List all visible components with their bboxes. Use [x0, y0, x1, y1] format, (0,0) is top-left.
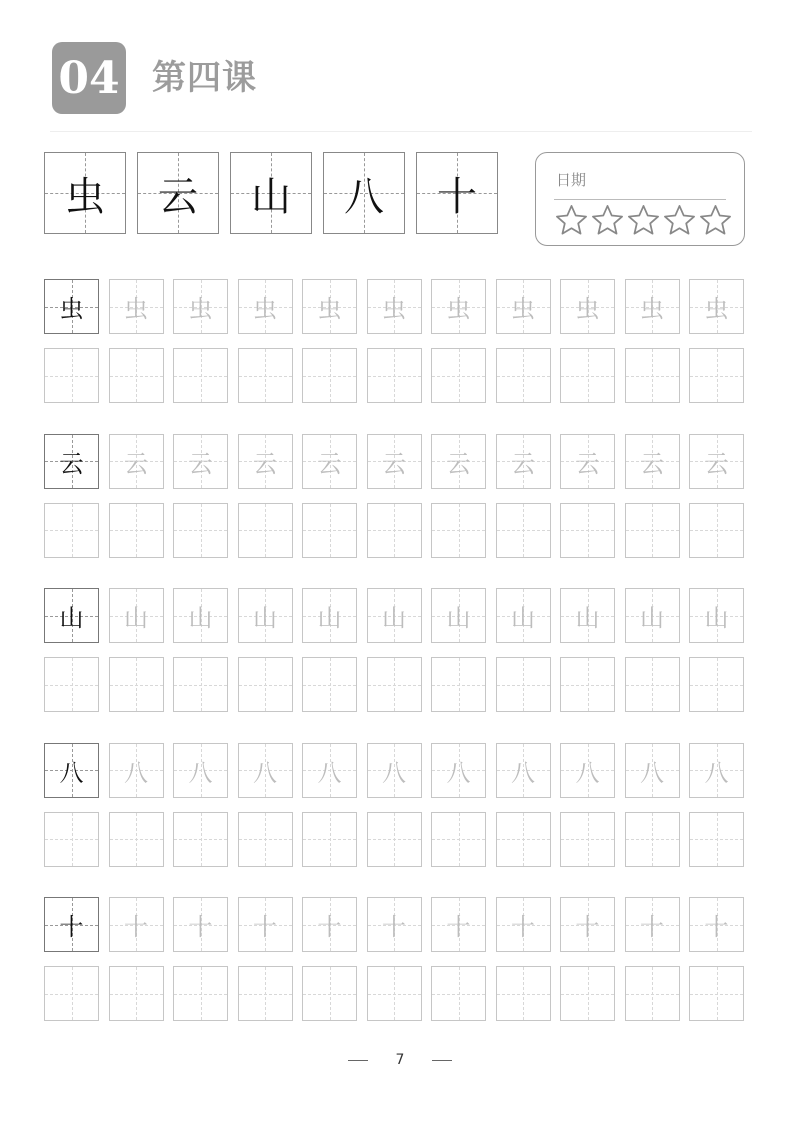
- model-cell[interactable]: [44, 434, 99, 489]
- lesson-character: 八: [344, 173, 384, 220]
- blank-cell[interactable]: [625, 657, 680, 712]
- blank-cell[interactable]: [560, 812, 615, 867]
- trace-cell[interactable]: [302, 897, 357, 952]
- practice-character: 虫: [575, 295, 600, 323]
- practice-character: 八: [640, 758, 664, 787]
- practice-character: 虫: [188, 295, 213, 323]
- trace-cell[interactable]: [625, 434, 680, 489]
- date-write-line[interactable]: [554, 199, 726, 200]
- blank-cell[interactable]: [496, 348, 551, 403]
- date-rating-box: [535, 152, 745, 246]
- trace-cell[interactable]: [625, 743, 680, 798]
- trace-cell[interactable]: [109, 434, 164, 489]
- lesson-character-cell: [323, 152, 405, 234]
- blank-cell[interactable]: [173, 812, 228, 867]
- header-divider: [50, 131, 752, 132]
- lesson-character-row: [44, 152, 498, 234]
- trace-cell[interactable]: [625, 897, 680, 952]
- model-cell[interactable]: [44, 588, 99, 643]
- trace-cell[interactable]: [560, 588, 615, 643]
- blank-cell[interactable]: [44, 657, 99, 712]
- practice-character: 十: [188, 913, 213, 941]
- blank-cell[interactable]: [302, 503, 357, 558]
- trace-cell[interactable]: [496, 743, 551, 798]
- practice-character: 虫: [59, 295, 84, 323]
- blank-cell[interactable]: [689, 503, 744, 558]
- blank-cell[interactable]: [173, 503, 228, 558]
- blank-cell[interactable]: [44, 348, 99, 403]
- blank-cell[interactable]: [496, 657, 551, 712]
- trace-row: [44, 897, 744, 952]
- trace-cell[interactable]: [367, 279, 422, 334]
- practice-character: 十: [640, 913, 664, 941]
- blank-cell[interactable]: [173, 657, 228, 712]
- model-cell[interactable]: [44, 743, 99, 798]
- blank-cell[interactable]: [689, 812, 744, 867]
- lesson-character: 十: [437, 173, 477, 220]
- trace-cell[interactable]: [109, 897, 164, 952]
- practice-character: 八: [446, 758, 471, 787]
- practice-character: 山: [511, 604, 535, 632]
- trace-cell[interactable]: [238, 588, 293, 643]
- trace-cell[interactable]: [689, 279, 744, 334]
- practice-character: 云: [188, 449, 213, 478]
- lesson-number-badge: 04: [52, 42, 126, 114]
- blank-row: [44, 503, 744, 558]
- blank-cell[interactable]: [302, 657, 357, 712]
- practice-character: 虫: [124, 295, 148, 323]
- trace-cell[interactable]: [496, 279, 551, 334]
- trace-cell[interactable]: [173, 588, 228, 643]
- trace-cell[interactable]: [173, 743, 228, 798]
- footer-dash-right: [432, 1060, 452, 1061]
- trace-cell[interactable]: [367, 434, 422, 489]
- practice-character: 十: [382, 913, 406, 941]
- practice-character: 十: [704, 913, 729, 941]
- blank-cell[interactable]: [109, 657, 164, 712]
- practice-character: 八: [575, 758, 600, 787]
- practice-character: 虫: [382, 295, 406, 323]
- trace-cell[interactable]: [238, 279, 293, 334]
- model-cell[interactable]: [44, 279, 99, 334]
- practice-character: 云: [575, 449, 600, 478]
- blank-cell[interactable]: [173, 348, 228, 403]
- blank-cell[interactable]: [689, 348, 744, 403]
- practice-character: 虫: [511, 295, 535, 323]
- blank-row: [44, 812, 744, 867]
- trace-cell[interactable]: [560, 279, 615, 334]
- practice-character: 山: [446, 604, 471, 632]
- blank-cell[interactable]: [431, 348, 486, 403]
- blank-row: [44, 657, 744, 712]
- practice-character: 八: [511, 758, 535, 787]
- practice-character: 十: [511, 913, 535, 941]
- trace-cell[interactable]: [302, 588, 357, 643]
- blank-cell[interactable]: [238, 657, 293, 712]
- star-icon[interactable]: [554, 203, 589, 238]
- trace-cell[interactable]: [302, 743, 357, 798]
- practice-character: 山: [382, 604, 406, 632]
- blank-cell[interactable]: [109, 812, 164, 867]
- blank-cell[interactable]: [238, 966, 293, 1021]
- blank-cell[interactable]: [302, 348, 357, 403]
- practice-character: 云: [446, 449, 471, 478]
- blank-cell[interactable]: [238, 812, 293, 867]
- blank-cell[interactable]: [560, 657, 615, 712]
- practice-character: 云: [704, 449, 729, 478]
- trace-cell[interactable]: [238, 897, 293, 952]
- blank-cell[interactable]: [496, 812, 551, 867]
- practice-character: 八: [253, 758, 277, 787]
- trace-cell[interactable]: [496, 897, 551, 952]
- blank-cell[interactable]: [109, 503, 164, 558]
- practice-character: 山: [704, 604, 729, 632]
- star-icon[interactable]: [662, 203, 697, 238]
- blank-cell[interactable]: [302, 812, 357, 867]
- practice-character: 虫: [253, 295, 277, 323]
- practice-character: 八: [59, 758, 84, 787]
- lesson-character-cell: [44, 152, 126, 234]
- lesson-character-cell: [230, 152, 312, 234]
- trace-cell[interactable]: [109, 279, 164, 334]
- trace-cell[interactable]: [367, 743, 422, 798]
- practice-character: 八: [124, 758, 148, 787]
- practice-character: 十: [446, 913, 471, 941]
- trace-cell[interactable]: [238, 743, 293, 798]
- blank-cell[interactable]: [431, 812, 486, 867]
- trace-cell[interactable]: [173, 897, 228, 952]
- blank-cell[interactable]: [625, 503, 680, 558]
- trace-cell[interactable]: [302, 279, 357, 334]
- trace-cell[interactable]: [689, 897, 744, 952]
- trace-cell[interactable]: [560, 434, 615, 489]
- blank-row: [44, 966, 744, 1021]
- trace-cell[interactable]: [625, 279, 680, 334]
- practice-character: 虫: [704, 295, 729, 323]
- blank-row: [44, 348, 744, 403]
- blank-cell[interactable]: [431, 966, 486, 1021]
- practice-character: 虫: [317, 295, 342, 323]
- blank-cell[interactable]: [238, 348, 293, 403]
- practice-character: 山: [253, 604, 277, 632]
- blank-cell[interactable]: [560, 503, 615, 558]
- blank-cell[interactable]: [109, 966, 164, 1021]
- blank-cell[interactable]: [625, 966, 680, 1021]
- lesson-character: 云: [158, 173, 198, 220]
- practice-character: 八: [704, 758, 729, 787]
- trace-cell[interactable]: [109, 588, 164, 643]
- trace-cell[interactable]: [689, 743, 744, 798]
- trace-cell[interactable]: [496, 588, 551, 643]
- trace-row: [44, 588, 744, 643]
- blank-cell[interactable]: [367, 812, 422, 867]
- trace-cell[interactable]: [238, 434, 293, 489]
- blank-cell[interactable]: [44, 503, 99, 558]
- practice-character: 十: [317, 913, 342, 941]
- blank-cell[interactable]: [431, 657, 486, 712]
- date-label: 日期: [556, 171, 587, 189]
- trace-cell[interactable]: [302, 434, 357, 489]
- practice-character: 山: [575, 604, 600, 632]
- practice-character: 八: [317, 758, 342, 787]
- practice-character: 云: [253, 449, 277, 478]
- practice-character: 十: [59, 913, 84, 941]
- practice-character: 云: [511, 449, 535, 478]
- star-icon[interactable]: [626, 203, 661, 238]
- trace-cell[interactable]: [496, 434, 551, 489]
- trace-cell[interactable]: [560, 743, 615, 798]
- blank-cell[interactable]: [431, 503, 486, 558]
- blank-cell[interactable]: [367, 348, 422, 403]
- blank-cell[interactable]: [302, 966, 357, 1021]
- blank-cell[interactable]: [109, 348, 164, 403]
- lesson-character-cell: [137, 152, 219, 234]
- page-number: 7: [395, 1052, 405, 1068]
- blank-cell[interactable]: [689, 657, 744, 712]
- footer-dash-left: [348, 1060, 368, 1061]
- blank-cell[interactable]: [625, 348, 680, 403]
- trace-cell[interactable]: [109, 743, 164, 798]
- trace-cell[interactable]: [689, 434, 744, 489]
- blank-cell[interactable]: [367, 503, 422, 558]
- blank-cell[interactable]: [44, 966, 99, 1021]
- blank-cell[interactable]: [560, 966, 615, 1021]
- star-icon[interactable]: [590, 203, 625, 238]
- practice-character: 八: [188, 758, 213, 787]
- star-icon[interactable]: [698, 203, 733, 238]
- trace-row: [44, 434, 744, 489]
- trace-cell[interactable]: [431, 897, 486, 952]
- blank-cell[interactable]: [44, 812, 99, 867]
- blank-cell[interactable]: [496, 966, 551, 1021]
- practice-character: 十: [124, 913, 148, 941]
- blank-cell[interactable]: [173, 966, 228, 1021]
- model-cell[interactable]: [44, 897, 99, 952]
- trace-cell[interactable]: [689, 588, 744, 643]
- lesson-title: 第四课: [152, 58, 257, 98]
- practice-character: 山: [317, 604, 342, 632]
- lesson-character: 山: [251, 173, 291, 220]
- lesson-character-cell: [416, 152, 498, 234]
- practice-character: 云: [382, 449, 406, 478]
- trace-cell[interactable]: [173, 279, 228, 334]
- blank-cell[interactable]: [367, 966, 422, 1021]
- blank-cell[interactable]: [238, 503, 293, 558]
- practice-character: 八: [382, 758, 406, 787]
- trace-cell[interactable]: [625, 588, 680, 643]
- practice-character: 十: [253, 913, 277, 941]
- blank-cell[interactable]: [367, 657, 422, 712]
- practice-character: 山: [124, 604, 148, 632]
- lesson-character: 虫: [65, 173, 105, 220]
- practice-character: 山: [59, 604, 84, 632]
- practice-character: 云: [317, 449, 342, 478]
- blank-cell[interactable]: [689, 966, 744, 1021]
- trace-cell[interactable]: [367, 897, 422, 952]
- practice-character: 云: [124, 449, 148, 478]
- trace-cell[interactable]: [173, 434, 228, 489]
- rating-stars: [554, 203, 733, 238]
- trace-row: [44, 743, 744, 798]
- blank-cell[interactable]: [496, 503, 551, 558]
- blank-cell[interactable]: [625, 812, 680, 867]
- practice-character: 十: [575, 913, 600, 941]
- practice-character: 云: [59, 449, 84, 478]
- trace-cell[interactable]: [431, 434, 486, 489]
- trace-cell[interactable]: [560, 897, 615, 952]
- practice-character: 云: [640, 449, 664, 478]
- practice-character: 虫: [640, 295, 664, 323]
- practice-character: 山: [640, 604, 664, 632]
- trace-cell[interactable]: [431, 588, 486, 643]
- blank-cell[interactable]: [560, 348, 615, 403]
- practice-character: 虫: [446, 295, 471, 323]
- page-footer: [0, 1052, 800, 1068]
- trace-cell[interactable]: [431, 743, 486, 798]
- trace-cell[interactable]: [367, 588, 422, 643]
- practice-character: 山: [188, 604, 213, 632]
- trace-cell[interactable]: [431, 279, 486, 334]
- trace-row: [44, 279, 744, 334]
